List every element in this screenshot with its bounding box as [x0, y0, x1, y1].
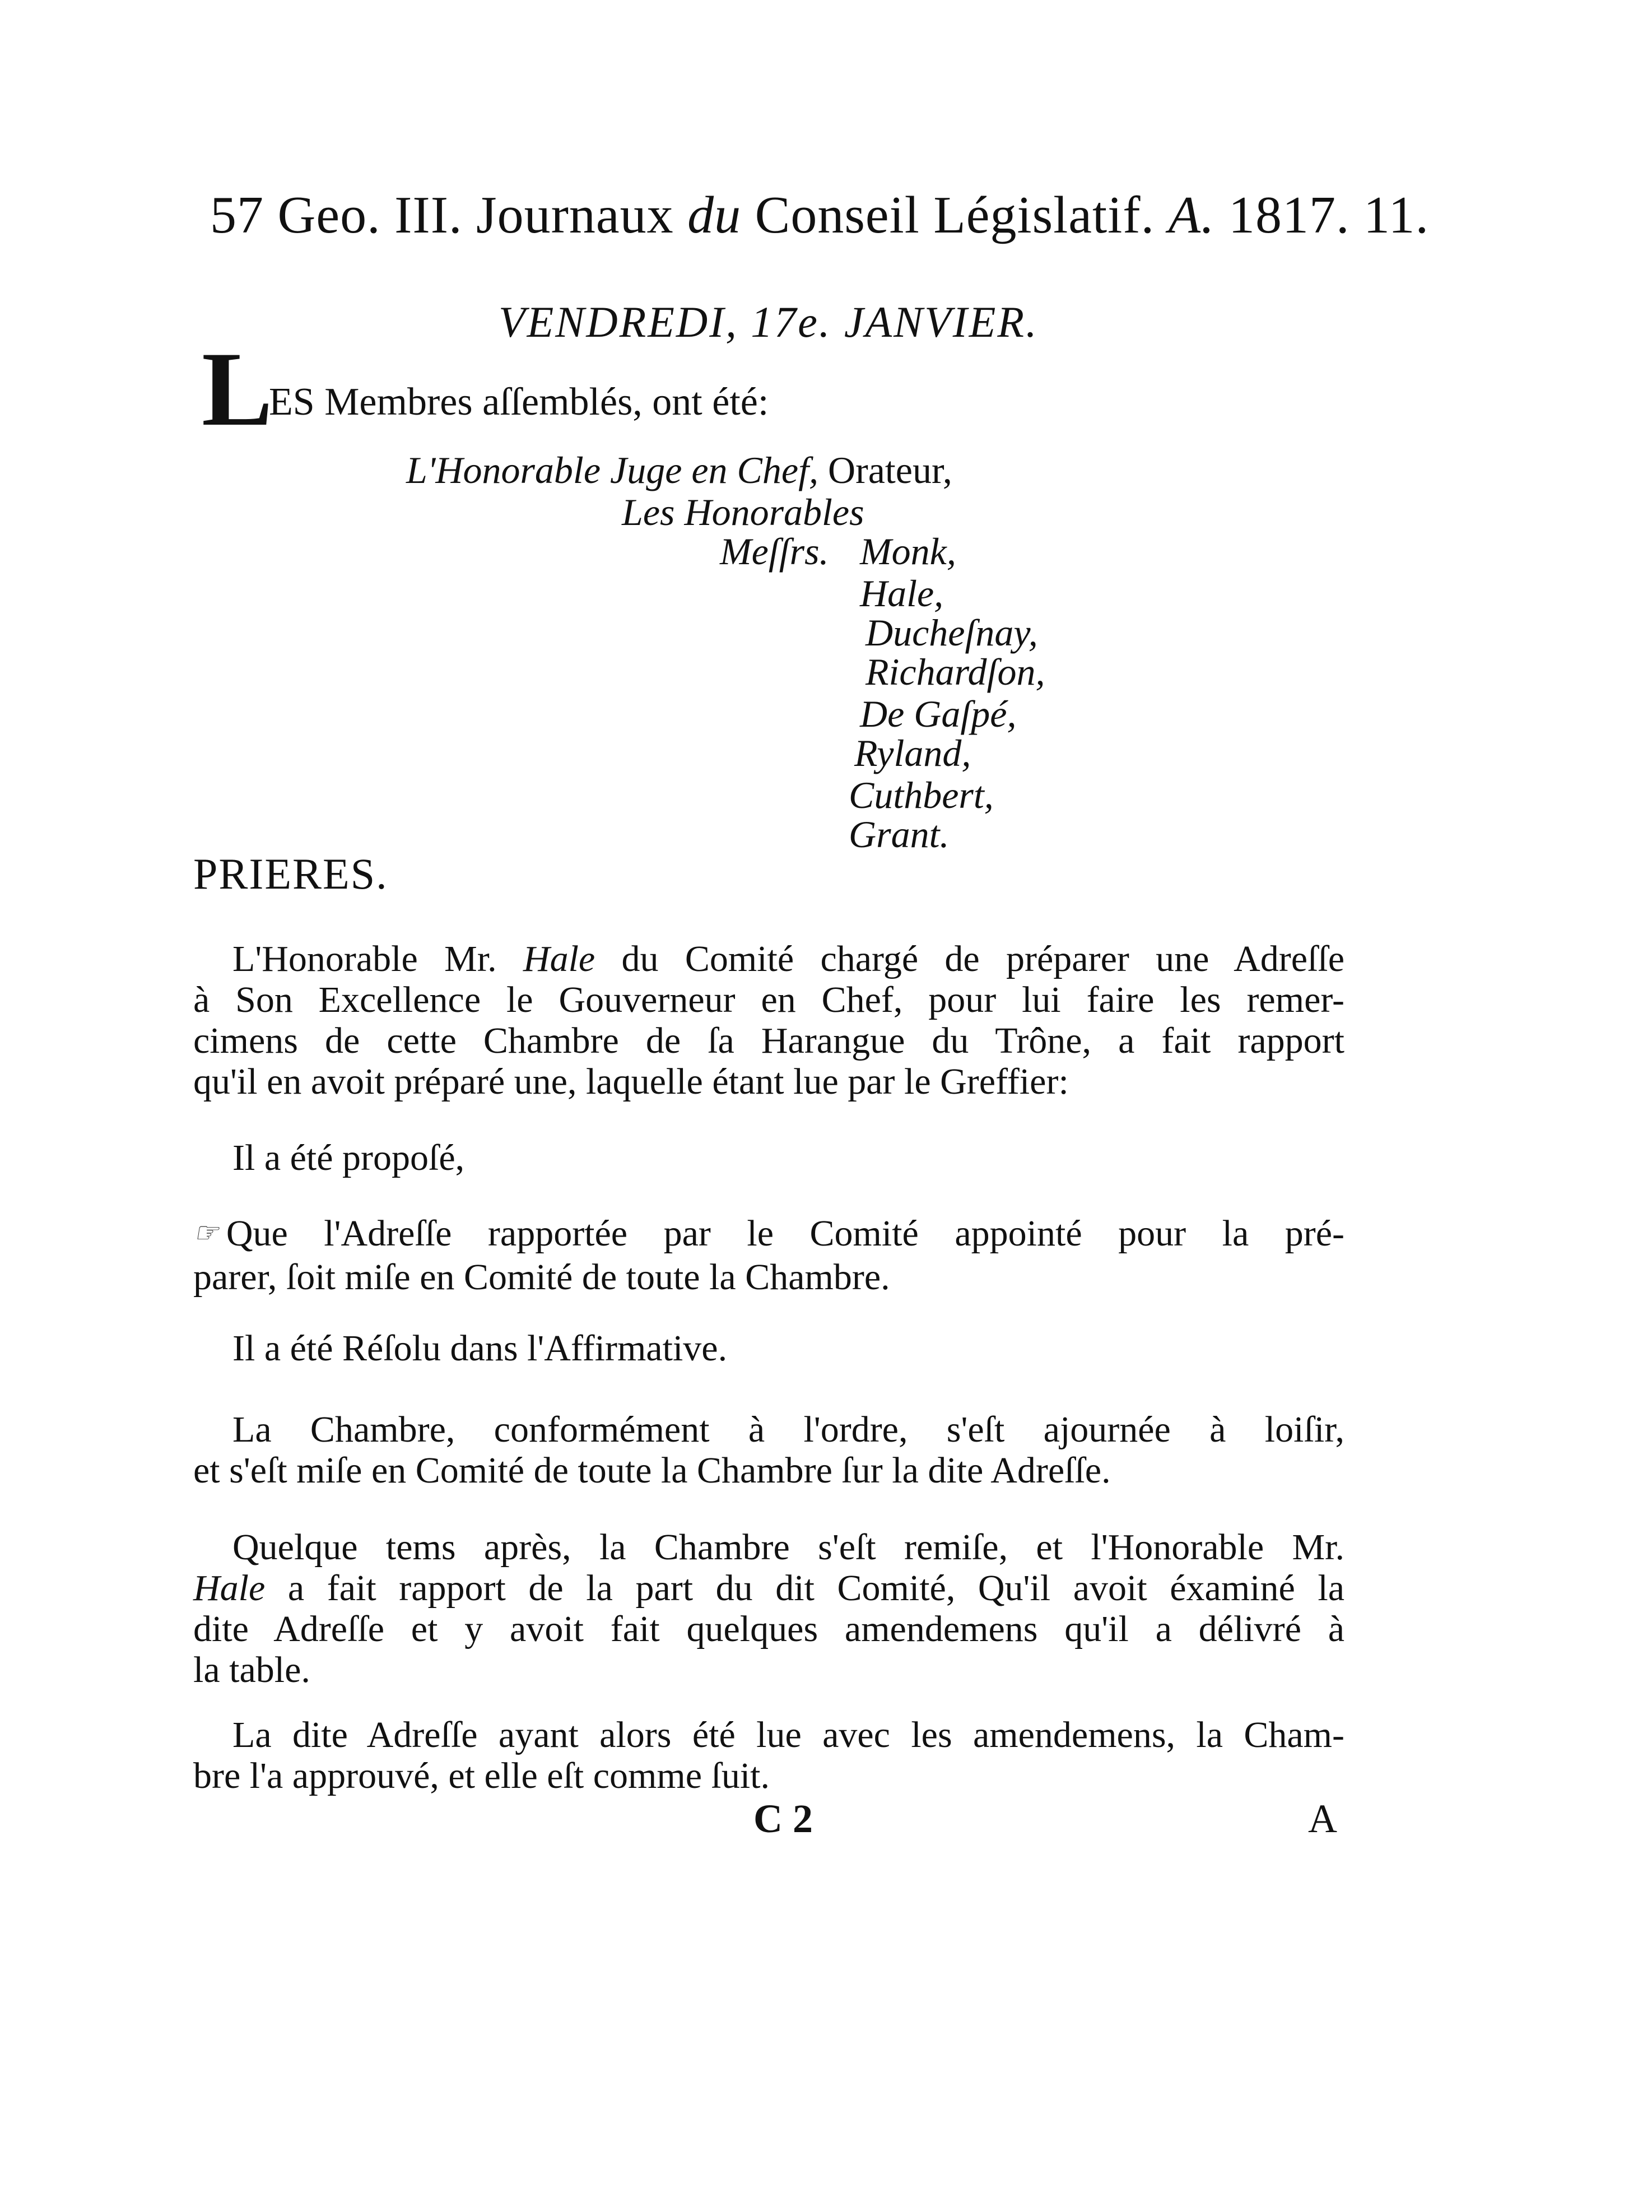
- paragraph-report: [193, 938, 1344, 1102]
- text-line: qu'il en avoit préparé une, laquelle étant lue par le Greffier:: [193, 1061, 1069, 1102]
- header-page-number: 11.: [1364, 186, 1430, 244]
- text-run: du Comité chargé de préparer une Adreſſe: [621, 938, 1345, 979]
- text-line: bre l'a approuvé, et elle eſt comme ſuit.: [193, 1755, 770, 1796]
- text-line: [193, 938, 1344, 979]
- header-year: 1817.: [1228, 186, 1350, 244]
- messrs-label: Meſſrs.: [720, 530, 829, 573]
- header-journal-a: Journaux: [476, 186, 674, 244]
- member-name: Grant.: [849, 813, 950, 856]
- pointing-hand-icon: ☞: [193, 1217, 218, 1248]
- speaker-line: [406, 448, 952, 492]
- header-anno: A.: [1168, 186, 1215, 244]
- text-line: Il a été propoſé,: [232, 1137, 465, 1178]
- member-name-inline: Hale: [193, 1568, 266, 1609]
- text-line: à Son Excellence le Gouverneur en Chef, pour lui faire les remer-: [193, 979, 1344, 1020]
- text-line: [193, 1213, 1344, 1257]
- text-line: La Chambre, conformément à l'ordre, s'eſt ajournée à loiſir,: [232, 1409, 1344, 1450]
- text-line: [193, 1568, 1344, 1609]
- text-line: et s'eſt miſe en Comité de toute la Chambre ſur la dite Adreſſe.: [193, 1450, 1111, 1491]
- paragraph-motion: [193, 1213, 1344, 1298]
- prayers-heading: PRIERES.: [193, 849, 388, 898]
- text-run: Que l'Adreſſe rapportée par le Comité appointé pour la pré-: [226, 1213, 1344, 1254]
- text-line: parer, ſoit miſe en Comité de toute la Chambre.: [193, 1257, 890, 1298]
- running-header: [210, 185, 1429, 245]
- paragraph-approved: [193, 1714, 1344, 1796]
- member-name-inline: Hale: [523, 938, 595, 979]
- header-reign: Geo. III.: [277, 186, 463, 244]
- member-name: Hale,: [860, 572, 944, 615]
- paragraph-adjourned: [193, 1409, 1344, 1491]
- honourables-label: Les Honorables: [622, 491, 864, 533]
- member-name: De Gaſpé,: [860, 693, 1017, 735]
- opening-text: ES Membres aſſemblés, ont été:: [269, 380, 769, 424]
- text-run: a fait rapport de la part du dit Comité, Qu'il avoit éxaminé la: [287, 1568, 1344, 1609]
- drop-letter: L: [202, 331, 273, 448]
- catchword: A: [1308, 1796, 1337, 1841]
- member-name: Richardſon,: [865, 650, 1045, 693]
- paragraph-committee-report: [193, 1527, 1344, 1690]
- member-name: Ducheſnay,: [865, 611, 1038, 654]
- member-name: Ryland,: [854, 732, 971, 774]
- speaker-title: L'Honorable Juge en Chef,: [406, 449, 818, 491]
- header-journal-du: du: [687, 186, 742, 244]
- text-line: dite Adreſſe et y avoit fait quelques amendemens qu'il a délivré à: [193, 1609, 1344, 1649]
- text-line: cimens de cette Chambre de ſa Harangue du Trône, a fait rapport: [193, 1020, 1344, 1061]
- text-line: Quelque tems après, la Chambre s'eſt remiſe, et l'Honorable Mr.: [232, 1527, 1344, 1568]
- text-line: la table.: [193, 1649, 310, 1690]
- date-line: VENDREDI, 17e. JANVIER.: [499, 298, 1039, 346]
- signature-mark: C 2: [753, 1796, 813, 1841]
- header-journal-b: Conseil Législatif.: [755, 186, 1155, 244]
- paragraph-resolved: [193, 1328, 1344, 1369]
- paragraph-proposed: [193, 1137, 1344, 1178]
- text-run: L'Honorable Mr.: [232, 938, 497, 979]
- speaker-role: Orateur,: [827, 449, 952, 491]
- member-name: Monk,: [860, 530, 956, 573]
- member-name: Cuthbert,: [849, 774, 994, 816]
- header-number: 57: [210, 186, 264, 244]
- text-line: La dite Adreſſe ayant alors été lue avec les amendemens, la Cham-: [232, 1714, 1344, 1755]
- text-line: Il a été Réſolu dans l'Affirmative.: [232, 1328, 728, 1369]
